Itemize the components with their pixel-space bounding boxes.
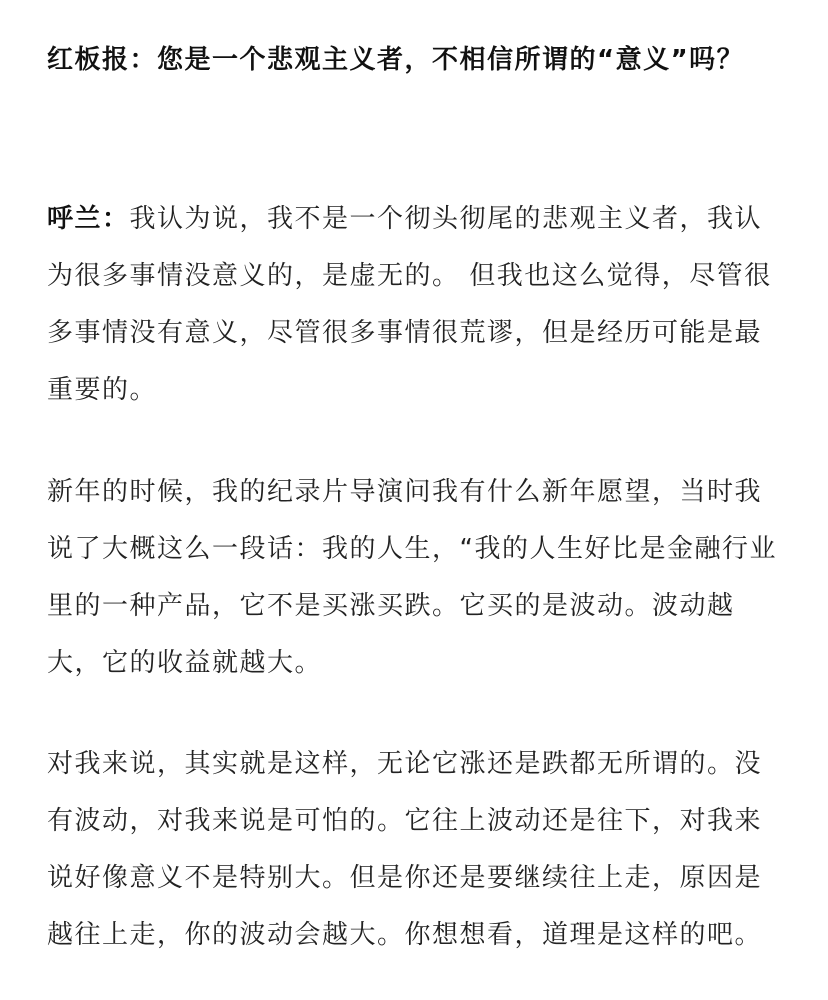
interview-question: 红板报：您是一个悲观主义者，不相信所谓的“意义”吗？ — [47, 45, 745, 75]
speaker-label: 呼兰： — [47, 204, 130, 234]
answer-paragraph — [47, 191, 787, 419]
body-paragraph-2: 新年的时候，我的纪录片导演问我有什么新年愿望，当时我说了大概这么一段话：我的人生，“我的人生好比是金融行业里的一种产品，它不是买涨买跌。它买的是波动。波动越大，它的收益就越大。 — [47, 477, 777, 678]
body-paragraph-3: 对我来说，其实就是这样，无论它涨还是跌都无所谓的。没有波动，对我来说是可怕的。它往上波动还是往下，对我来说好像意义不是特别大。但是你还是要继续往上走，原因是越往上走，你的波动会越大。你想想看，道理是这样的吧。 — [47, 749, 763, 950]
answer-text: 我认为说，我不是一个彻头彻尾的悲观主义者，我认为很多事情没意义的，是虚无的。 但我也这么觉得，尽管很多事情没有意义，尽管很多事情很荒谬，但是经历可能是最重要的。 — [47, 204, 772, 405]
